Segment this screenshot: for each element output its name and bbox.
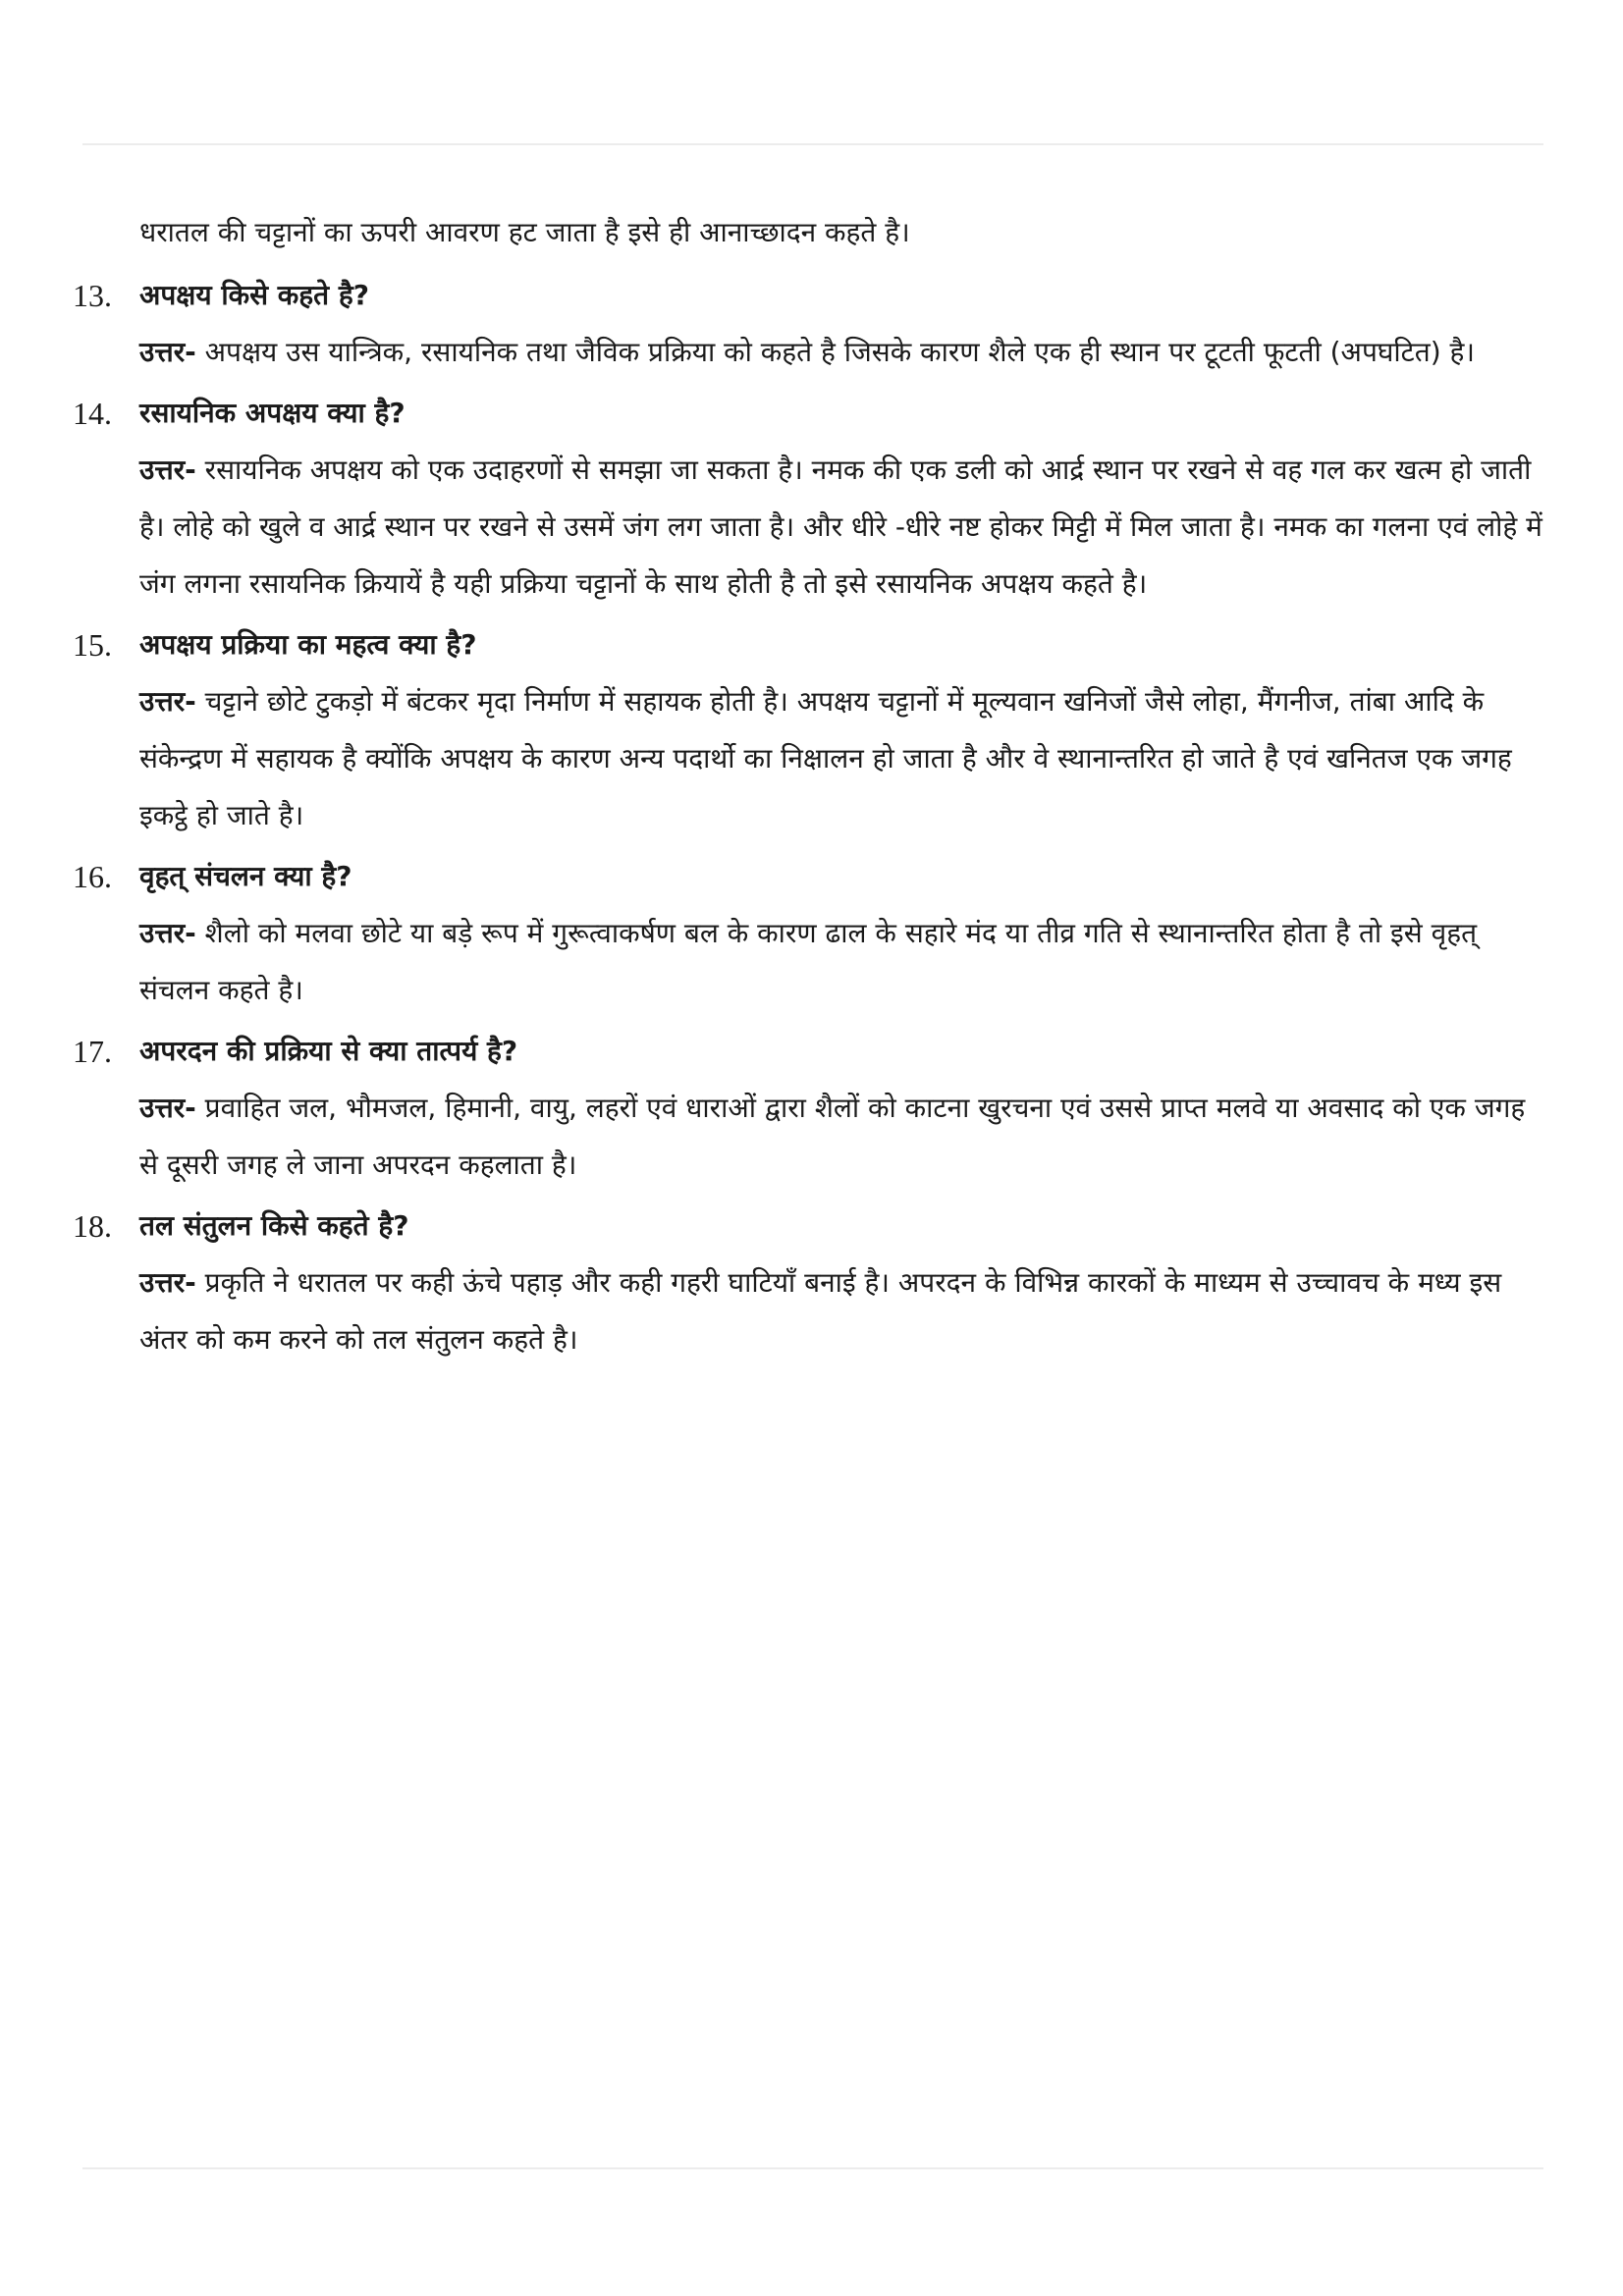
answer-text: प्रवाहित जल, भौमजल, हिमानी, वायु, लहरों एवं धाराओं द्वारा शैलों को काटना खुरचना एवं उससे प्राप्त मलवे या अवसाद को एक जगह से दूसरी जगह ले जाना अपरदन कहलाता है। bbox=[139, 1092, 1526, 1181]
answer bbox=[73, 442, 1545, 613]
header-rule bbox=[82, 143, 1543, 145]
answer-label: उत्तर- bbox=[139, 1092, 196, 1124]
question-number: 14. bbox=[73, 396, 112, 431]
question bbox=[73, 1023, 1545, 1080]
answer-label: उत्तर- bbox=[139, 917, 196, 949]
question-text: अपरदन की प्रक्रिया से क्या तात्पर्य है? bbox=[139, 1035, 518, 1067]
document-body bbox=[73, 204, 1545, 1372]
question-number: 16. bbox=[73, 859, 112, 894]
question bbox=[73, 848, 1545, 905]
answer-label: उत्तर- bbox=[139, 454, 196, 486]
answer-label: उत्तर- bbox=[139, 1266, 196, 1299]
question-text: रसायनिक अपक्षय क्या है? bbox=[139, 397, 406, 429]
answer bbox=[73, 324, 1545, 381]
question-number: 13. bbox=[73, 278, 112, 313]
question bbox=[73, 616, 1545, 673]
question bbox=[73, 267, 1545, 324]
question-number: 15. bbox=[73, 627, 112, 663]
answer-text: अपक्षय उस यान्त्रिक, रसायनिक तथा जैविक प्रक्रिया को कहते है जिसके कारण शैले एक ही स्थान पर टूटती फूटती (अपघटित) है। bbox=[195, 336, 1476, 368]
answer-text: प्रकृति ने धरातल पर कही ऊंचे पहाड़ और कही गहरी घाटियाँ बनाई है। अपरदन के विभिन्न कारकों के माध्यम से उच्चावच के मध्य इस अंतर को कम करने को तल संतुलन कहते है। bbox=[139, 1266, 1502, 1356]
answer-label: उत्तर- bbox=[139, 685, 196, 718]
answer-label: उत्तर- bbox=[139, 336, 196, 368]
continuation-text: धरातल की चट्टानों का ऊपरी आवरण हट जाता है इसे ही आनाच्छादन कहते है। bbox=[139, 216, 910, 248]
answer-text: चट्टाने छोटे टुकड़ो में बंटकर मृदा निर्माण में सहायक होती है। अपक्षय चट्टानों में मूल्यवान खनिजों जैसे लोहा, मैंगनीज, तांबा आदि के संकेन्द्रण में सहायक है क्योंकि अपक्षय के कारण अन्य पदार्थो का निक्षालन हो जाता है और वे स्थानान्तरित हो जाते है एवं खनितज एक जगह इकट्ठे हो जाते है। bbox=[139, 685, 1512, 831]
question bbox=[73, 385, 1545, 442]
question-text: तल संतुलन किसे कहते है? bbox=[139, 1209, 409, 1242]
answer-text: शैलो को मलवा छोटे या बड़े रूप में गुरूत्वाकर्षण बल के कारण ढाल के सहारे मंद या तीव्र गति से स्थानान्तरित होता है तो इसे वृहत् संचलन कहते है। bbox=[139, 917, 1478, 1006]
answer bbox=[73, 1255, 1545, 1368]
question-text: अपक्षय किसे कहते है? bbox=[139, 279, 369, 311]
qa-item-18 bbox=[73, 1198, 1545, 1368]
qa-item-15 bbox=[73, 616, 1545, 844]
answer bbox=[73, 1080, 1545, 1194]
qa-item-13 bbox=[73, 267, 1545, 381]
question bbox=[73, 1198, 1545, 1255]
question-text: वृहत् संचलन क्या है? bbox=[139, 860, 352, 892]
qa-item-17 bbox=[73, 1023, 1545, 1194]
question-number: 17. bbox=[73, 1034, 112, 1069]
qa-item-14 bbox=[73, 385, 1545, 613]
question-text: अपक्षय प्रक्रिया का महत्व क्या है? bbox=[139, 628, 477, 661]
answer bbox=[73, 905, 1545, 1019]
footer-rule bbox=[82, 2167, 1543, 2169]
question-number: 18. bbox=[73, 1208, 112, 1244]
qa-item-16 bbox=[73, 848, 1545, 1019]
answer-text: रसायनिक अपक्षय को एक उदाहरणों से समझा जा सकता है। नमक की एक डली को आर्द्र स्थान पर रखने से वह गल कर खत्म हो जाती है। लोहे को खुले व आर्द्र स्थान पर रखने से उसमें जंग लग जाता है। और धीरे -धीरे नष्ट होकर मिट्टी में मिल जाता है। नमक का गलना एवं लोहे में जंग लगना रसायनिक क्रियायें है यही प्रक्रिया चट्टानों के साथ होती है तो इसे रसायनिक अपक्षय कहते है। bbox=[139, 454, 1542, 600]
answer bbox=[73, 673, 1545, 844]
